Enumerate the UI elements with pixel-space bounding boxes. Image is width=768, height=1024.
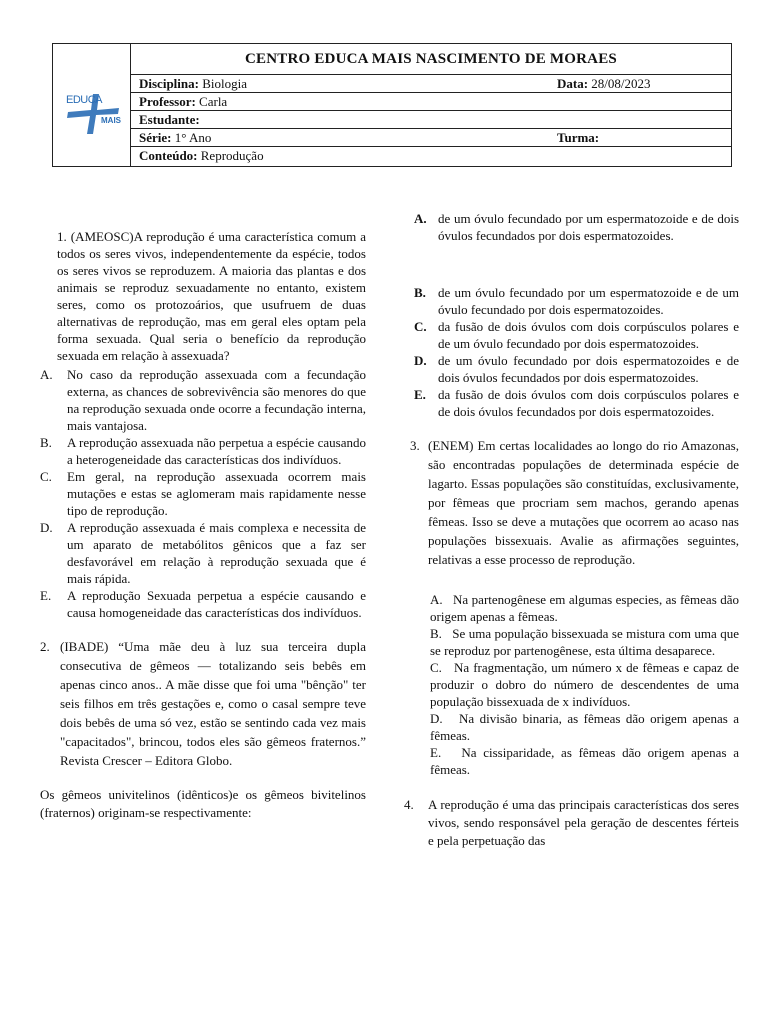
logo-word-mais: MAIS bbox=[101, 116, 121, 125]
q3-statement-c: C. Na fragmentação, um número x de fêmeas e capaz de produzir o dobro do número de descendentes de uma população bissexuada de x indivíduos. bbox=[430, 660, 739, 709]
question-3-text: (ENEM) Em certas localidades ao longo do rio Amazonas, são encontradas populações de determinada espécie de lagarto. Essas populações são constituídas, exclusivamente, por fêmeas que procriam sem machos, gerando apenas fêmeas. Isso se deve a mutações que ocorrem ao acaso nas populações bissexuais. Avalie as afirmações seguintes, relativas a esse processo de reprodução. bbox=[428, 438, 739, 567]
question-1 bbox=[40, 228, 366, 364]
question-4-text: A reprodução é uma das principais características dos seres vivos, sendo responsável pela geração de descentes férteis e pela perpetuação das bbox=[428, 797, 739, 848]
right-column bbox=[404, 210, 740, 850]
q2-option-d: D. de um óvulo fecundado por dois espermatozoides e de dois óvulos fecundados por dois espermatozoides. bbox=[414, 353, 739, 385]
q1-option-b: B. A reprodução assexuada não perpetua a espécie causando a heterogeneidade das características dos indivíduos. bbox=[40, 435, 366, 467]
turma-label: Turma: bbox=[557, 130, 600, 145]
q2-option-c: C. da fusão de dois óvulos com dois corpúsculos polares e de um óvulo fecundado por dois espermatozoides. bbox=[414, 319, 739, 351]
question-4 bbox=[404, 796, 739, 850]
estudante-label: Estudante: bbox=[139, 112, 200, 127]
q2-option-b: B. de um óvulo fecundado por um espermatozoide e de um óvulo fecundado por dois espermatozoides. bbox=[414, 285, 739, 317]
q1-option-e: E. A reprodução Sexuada perpetua a espécie causando e causa homogeneidade das características dos indivíduos. bbox=[40, 588, 366, 620]
row-serie bbox=[131, 129, 731, 147]
row-professor bbox=[131, 93, 731, 111]
serie-value: 1° Ano bbox=[174, 130, 212, 145]
q3-statement-b: B. Se uma população bissexuada se mistura com uma que se reproduz por partenogênese, esta última desaparece. bbox=[430, 626, 740, 658]
question-2-text: (IBADE) “Uma mãe deu à luz sua terceira dupla consecutiva de gêmeos — totalizando seis bebês em apenas cinco anos.. A mãe disse que foi uma "bênção" ter seis filhos em três gestações e, como o casal sempre teve dois bebês de uma só vez, estão se sentindo cada vez mais "capacitados", brincou, todos eles são gêmeos fraternos.” Revista Crescer – Editora Globo. bbox=[60, 639, 366, 768]
row-conteudo bbox=[131, 147, 731, 165]
row-disciplina bbox=[131, 75, 731, 93]
header-table bbox=[52, 43, 732, 167]
logo-word-educa: EDUCA bbox=[66, 94, 103, 106]
q3-statement-d: D. Na divisão binaria, as fêmeas dão origem apenas a fêmeas. bbox=[430, 711, 739, 743]
q1-option-c: C. Em geral, na reprodução assexuada ocorrem mais mutações e estas se aglomeram mais rapidamente nesse tipo de reprodução. bbox=[40, 469, 366, 518]
q1-option-a: A. No caso da reprodução assexuada com a fecundação externa, as chances de sobrevivência são menores do que na reprodução sexuada onde ocorre a fecundação interna, mais vantajosa. bbox=[40, 367, 366, 433]
question-3-number: 3. bbox=[410, 438, 420, 453]
conteudo-value: Reprodução bbox=[200, 148, 264, 163]
q2-option-a: A. de um óvulo fecundado por um espermatozoide e de dois óvulos fecundados por dois espermatozoides. bbox=[414, 211, 739, 243]
question-3 bbox=[410, 436, 739, 569]
q3-statement-a: A. Na partenogênese em algumas especies, as fêmeas dão origem apenas a fêmeas. bbox=[430, 592, 739, 624]
data-value: 28/08/2023 bbox=[591, 76, 651, 91]
conteudo-label: Conteúdo: bbox=[139, 148, 198, 163]
q3-statement-e: E. Na cissiparidade, as fêmeas dão origem apenas a fêmeas. bbox=[430, 745, 739, 777]
q1-option-d: D. A reprodução assexuada é mais complexa e necessita de um aparato de metabólitos gênicos que a faz ser desfavorável em relação à reprodução sexuada que é mais rápida. bbox=[40, 520, 366, 586]
professor-value: Carla bbox=[199, 94, 228, 109]
serie-label: Série: bbox=[139, 130, 172, 145]
school-name: CENTRO EDUCA MAIS NASCIMENTO DE MORAES bbox=[131, 44, 731, 75]
disciplina-label: Disciplina: bbox=[139, 76, 199, 91]
question-1-number: 1. bbox=[57, 229, 67, 244]
q2-option-e: E. da fusão de dois óvulos com dois corpúsculos polares e de dois óvulos fecundados por dois espermatozoides. bbox=[414, 387, 739, 419]
logo-cell bbox=[53, 44, 131, 166]
data-label: Data: bbox=[557, 76, 589, 91]
question-2-stem: Os gêmeos univitelinos (idênticos)e os gêmeos bivitelinos (fraternos) originam-se respectivamente: bbox=[40, 787, 366, 820]
professor-label: Professor: bbox=[139, 94, 196, 109]
disciplina-value: Biologia bbox=[202, 76, 247, 91]
left-column bbox=[40, 228, 366, 822]
row-estudante bbox=[131, 111, 731, 129]
question-2 bbox=[40, 637, 366, 770]
question-1-text: (AMEOSC)A reprodução é uma característica comum a todos os seres vivos, independentemente da espécie, todos os seres vivos se reproduzem. A maioria das plantas e dos animais se reproduz sexuadamente no entanto, existem seres, como os protozoários, que usufruem de duas alternativas de reprodução, mas em geral eles optam pela forma sexuada. Qual seria o benefício da reprodução sexuada em relação à assexuada? bbox=[57, 229, 367, 363]
question-4-number: 4. bbox=[404, 797, 414, 812]
school-logo bbox=[63, 92, 123, 134]
question-2-number: 2. bbox=[40, 639, 50, 654]
